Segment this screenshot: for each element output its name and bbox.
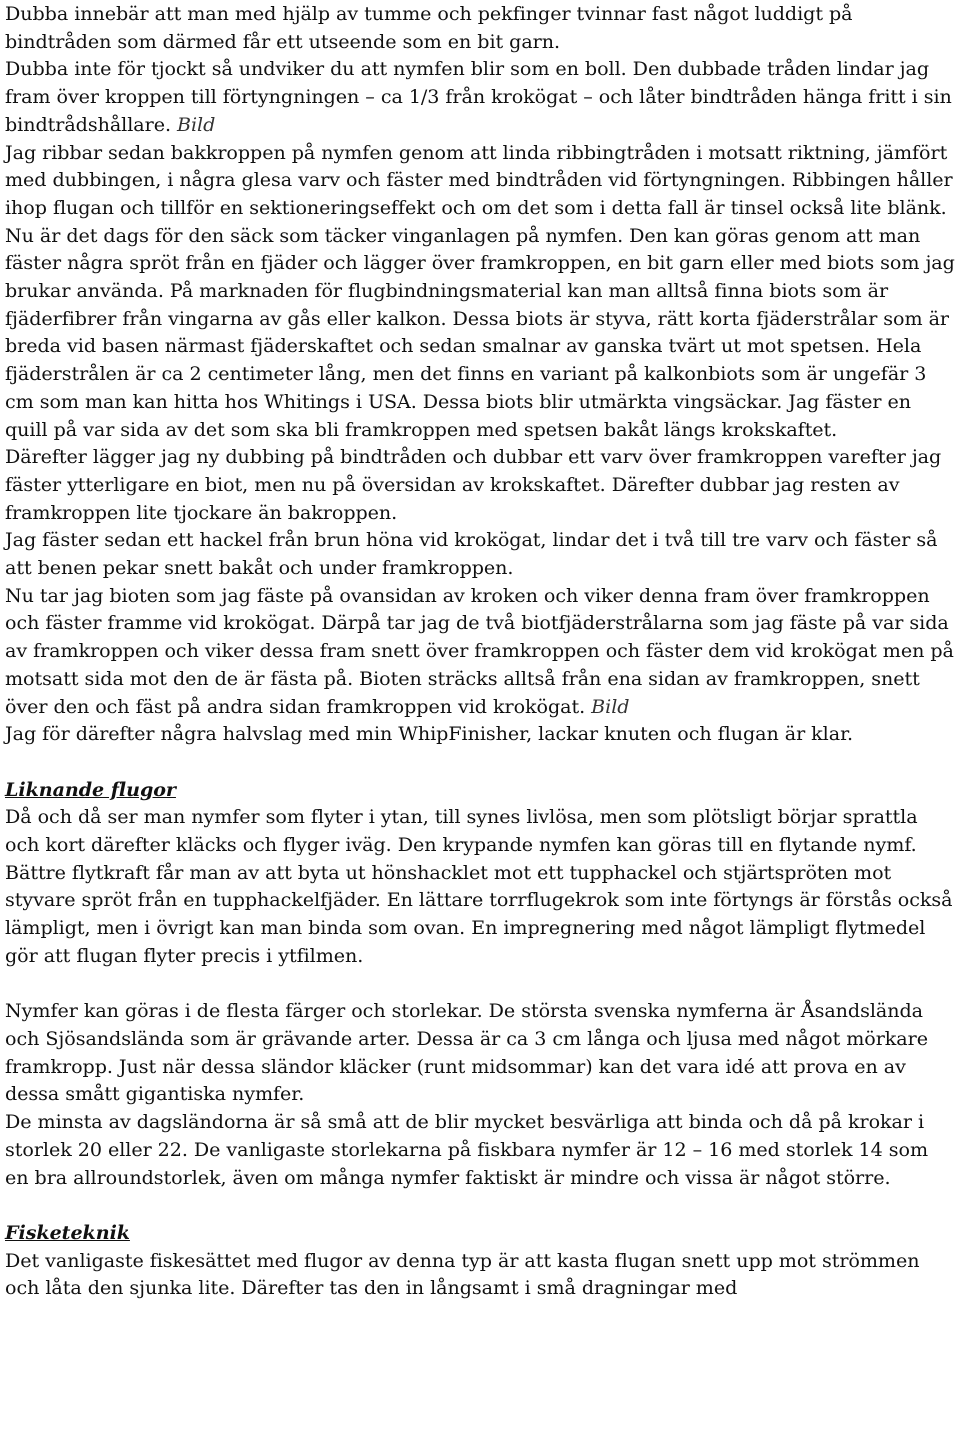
paragraph — [5, 720, 957, 748]
section-heading — [5, 776, 957, 804]
paragraph — [5, 0, 957, 55]
heading-text: Liknande flugor — [5, 777, 176, 801]
paragraph-gap — [5, 1191, 957, 1219]
paragraph — [5, 582, 957, 721]
paragraph-text: De minsta av dagsländorna är så små att de blir mycket besvärliga att binda och då på krokar i storlek 20 eller 22. De vanligaste storlekarna på fiskbara nymfer är 12 – 16 med storlek 14 som en bra allroundstorlek, även om många nymfer faktiskt är mindre och vissa är något större. — [5, 1110, 929, 1189]
paragraph — [5, 526, 957, 581]
paragraph-gap — [5, 748, 957, 776]
paragraph — [5, 997, 957, 1108]
paragraph — [5, 222, 957, 444]
paragraph-gap — [5, 970, 957, 998]
section-heading — [5, 1219, 957, 1247]
paragraph-text: Nu tar jag bioten som jag fäste på ovansidan av kroken och viker denna fram över framkroppen och fäster framme vid krokögat. Därpå tar jag de två biotfjäderstrålarna som jag fäste på var sida av framkroppen och viker dessa fram snett över framkroppen och fäster dem vid krokögat men på motsatt sida mot den de är fästa på. Bioten sträcks alltså från ena sidan av framkroppen, snett över den och fäst på andra sidan framkroppen vid krokögat. — [5, 583, 954, 718]
bild-link[interactable]: Bild — [591, 694, 630, 718]
paragraph-text: Nymfer kan göras i de flesta färger och storlekar. De största svenska nymferna är Åsandslända och Sjösandslända som är grävande arter. Dessa är ca 3 cm långa och ljusa med något mörkare framkropp. Just när dessa sländor kläcker (runt midsommar) kan det vara idé att prova en av dessa smått gigantiska nymfer. — [5, 999, 928, 1106]
paragraph-text: Jag ribbar sedan bakkroppen på nymfen genom att linda ribbingtråden i motsatt riktning, jämfört med dubbingen, i några glesa varv och fäster med bindtråden vid förtyngningen. Ribbingen håller ihop flugan och tillför en sektioneringseffekt och om det som i detta fall är tinsel också lite blänk. — [5, 140, 953, 219]
paragraph — [5, 1108, 957, 1191]
paragraph — [5, 55, 957, 138]
paragraph — [5, 443, 957, 526]
paragraph — [5, 139, 957, 222]
document-body — [5, 0, 957, 1302]
bild-link[interactable]: Bild — [177, 112, 216, 136]
paragraph-text: Nu är det dags för den säck som täcker vinganlagen på nymfen. Den kan göras genom att man fäster några spröt från en fjäder och lägger över framkroppen, en bit garn eller med biots som jag brukar använda. På marknaden för flugbindningsmaterial kan man alltså finna biots som är fjäderfibrer från vingarna av gås eller kalkon. Dessa biots är styva, rätt korta fjäderstrålar som är breda vid basen närmast fjäderskaftet och sedan smalnar av ganska tvärt ut mot spetsen. Hela fjäderstrålen är ca 2 centimeter lång, men det finns en variant på kalkonbiots som är ungefär 3 cm som man kan hitta hos Whitings i USA. Dessa biots blir utmärkta vingsäckar. Jag fäster en quill på var sida av det som ska bli framkroppen med spetsen bakåt längs krokskaftet. — [5, 223, 955, 441]
paragraph — [5, 803, 957, 969]
paragraph-text: Dubba innebär att man med hjälp av tumme och pekfinger tvinnar fast något luddigt på bindtråden som därmed får ett utseende som en bit garn. — [5, 2, 853, 53]
paragraph — [5, 1247, 957, 1302]
paragraph-text: Då och då ser man nymfer som flyter i ytan, till synes livlösa, men som plötsligt börjar sprattla och kort därefter kläcks och flyger iväg. Den krypande nymfen kan göras till en flytande nymf. Bättre flytkraft får man av att byta ut hönshacklet mot ett tupphackel och stjärtspröten mot styvare spröt från en tupphackelfjäder. En lättare torrflugekrok som inte förtyngs är förstås också lämpligt, men i övrigt kan man binda som ovan. En impregnering med något lämpligt flytmedel gör att flugan flyter precis i ytfilmen. — [5, 805, 953, 967]
paragraph-text: Det vanligaste fiskesättet med flugor av denna typ är att kasta flugan snett upp mot strömmen och låta den sjunka lite. Därefter tas den in långsamt i små dragningar med — [5, 1248, 920, 1300]
paragraph-text: Dubba inte för tjockt så undviker du att nymfen blir som en boll. Den dubbade tråden lindar jag fram över kroppen till förtyngningen – ca 1/3 från krokögat – och låter bindtråden hänga fritt i sin bindtrådshållare. — [5, 57, 952, 136]
paragraph-text: Jag för därefter några halvslag med min WhipFinisher, lackar knuten och flugan är klar. — [5, 722, 854, 746]
paragraph-text: Jag fäster sedan ett hackel från brun höna vid krokögat, lindar det i två till tre varv och fäster så att benen pekar snett bakåt och under framkroppen. — [5, 528, 938, 580]
heading-text: Fisketeknik — [5, 1220, 130, 1244]
paragraph-text: Därefter lägger jag ny dubbing på bindtråden och dubbar ett varv över framkroppen varefter jag fäster ytterligare en biot, men nu på översidan av krokskaftet. Därefter dubbar jag resten av framkroppen lite tjockare än bakroppen. — [5, 445, 942, 524]
